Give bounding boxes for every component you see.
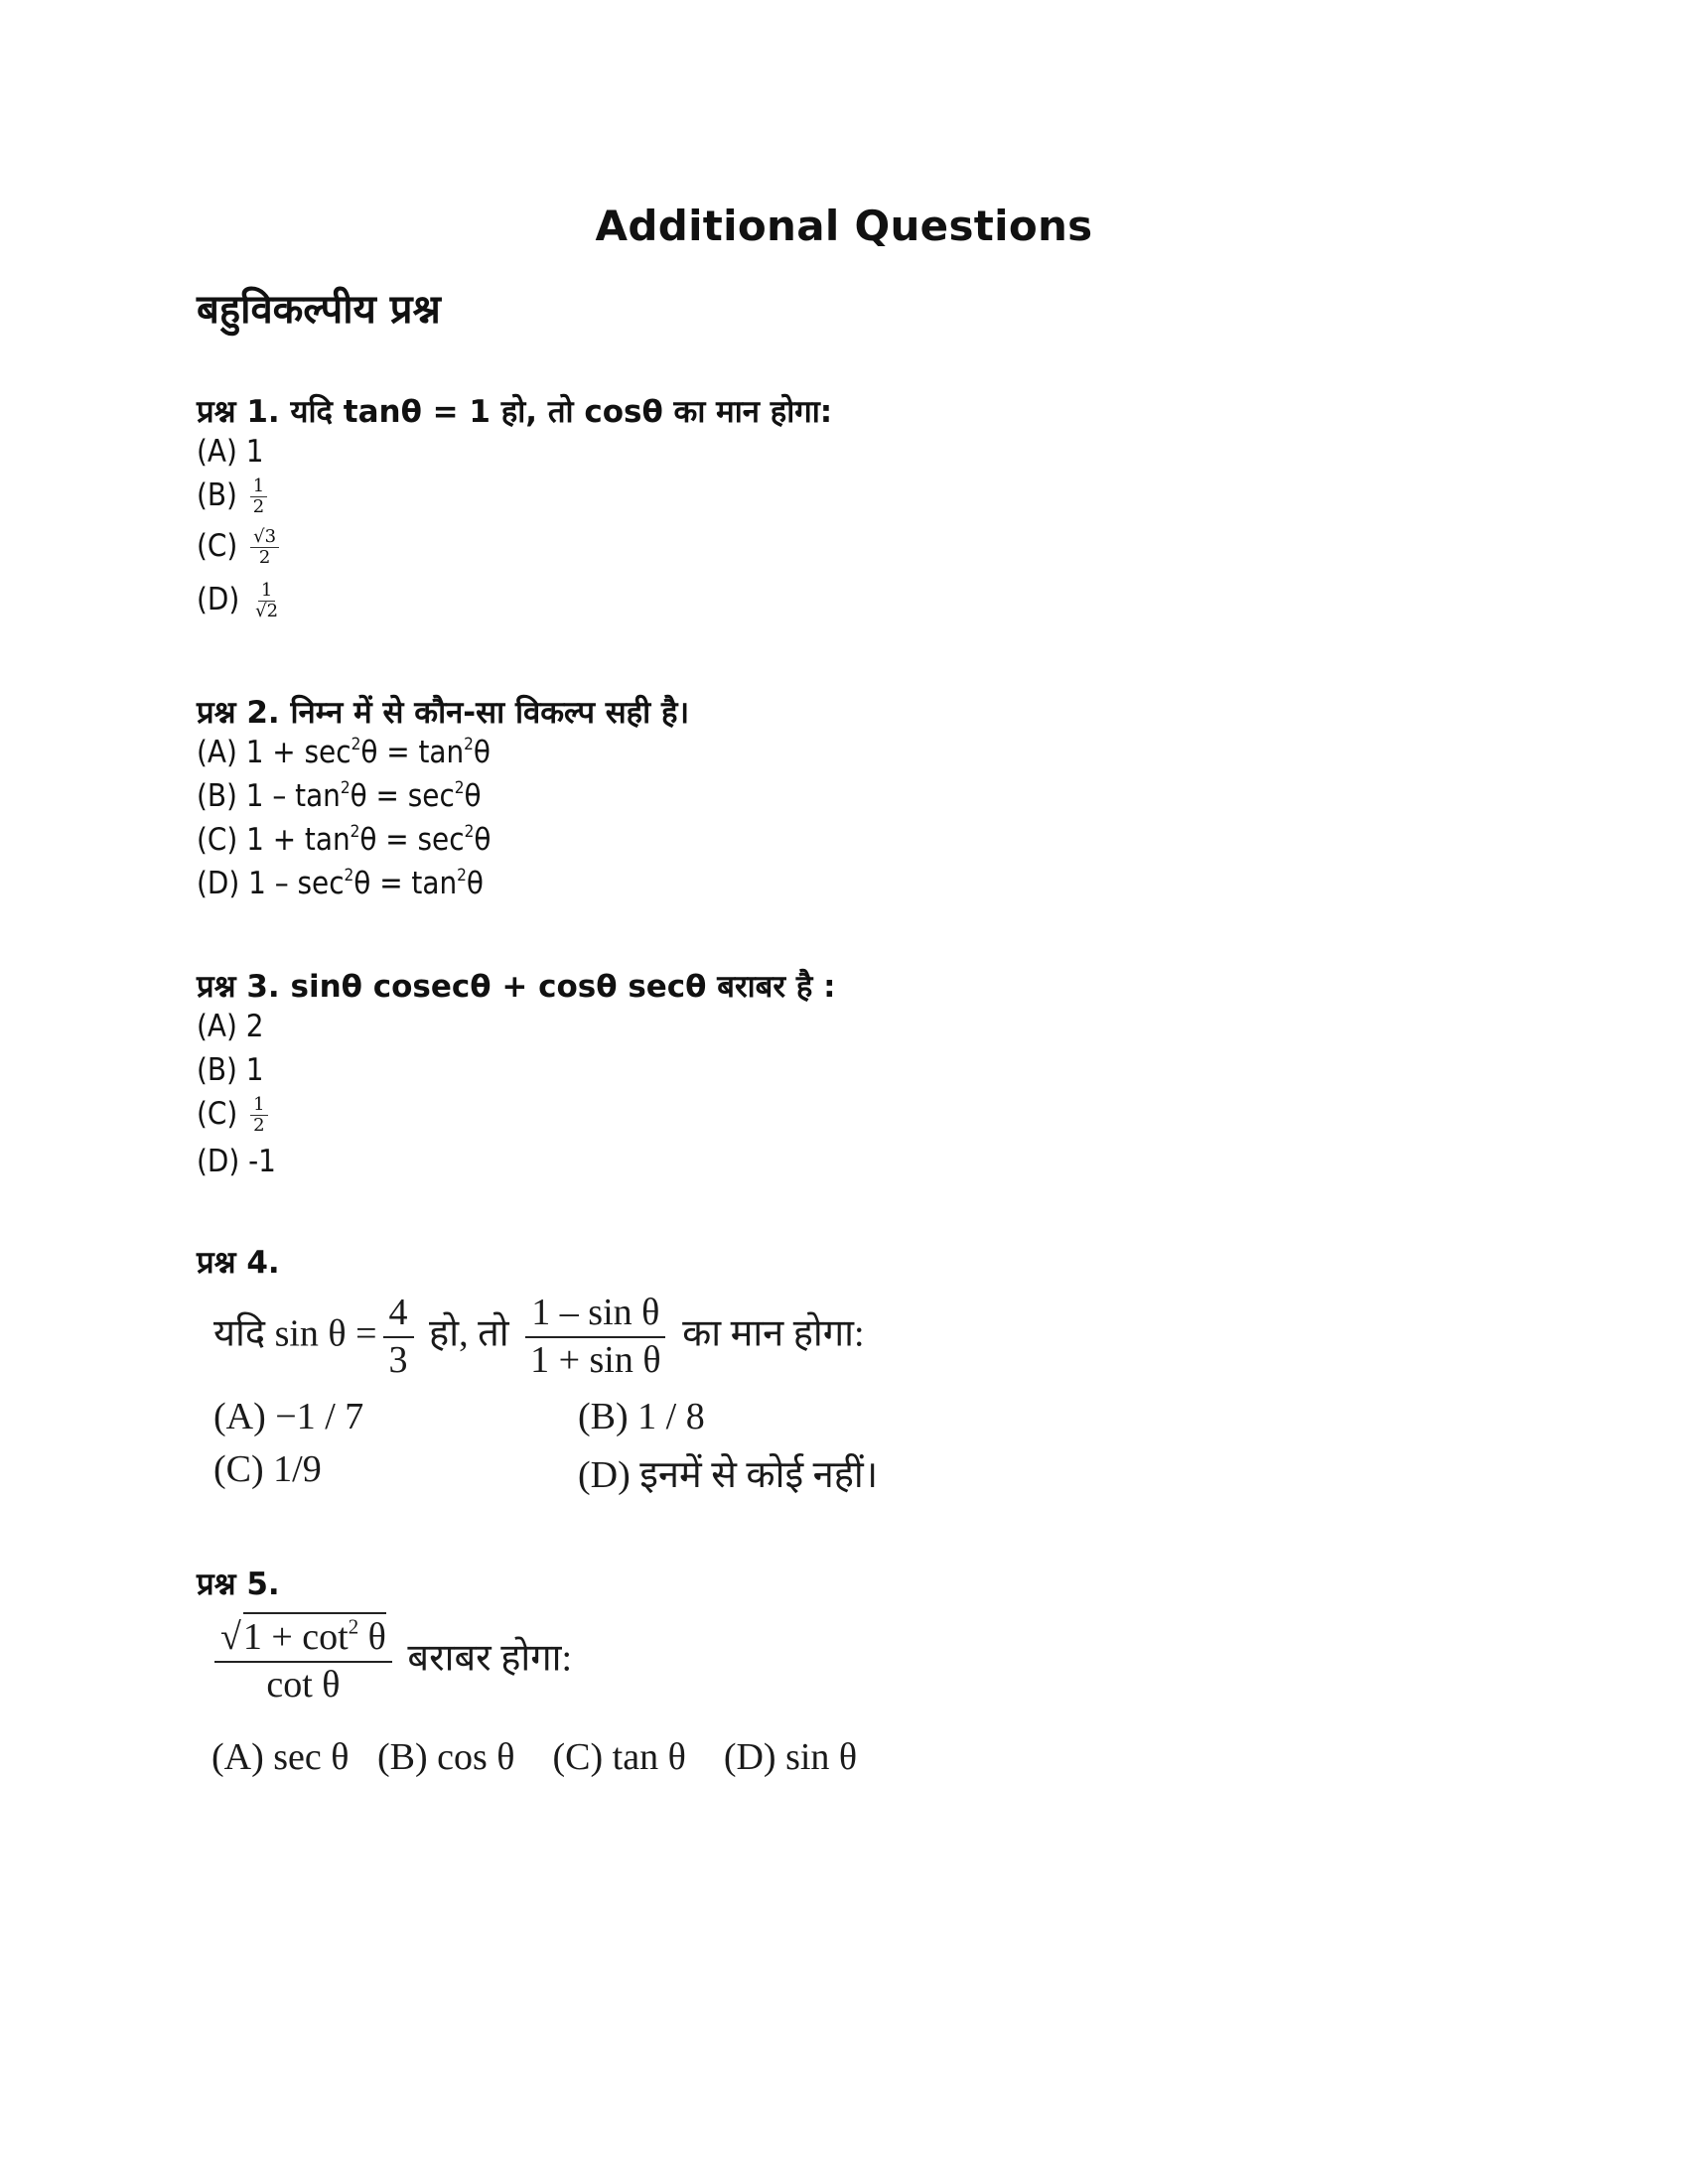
option-key: (B) [377, 1736, 428, 1778]
option-rhs: θ [466, 866, 484, 901]
option-value: sin θ [785, 1736, 858, 1778]
option-value: 1 / 8 [637, 1396, 705, 1437]
option-key: (B) [197, 478, 237, 513]
page-title: Additional Questions [595, 202, 1093, 250]
question-3-option-d [197, 1144, 276, 1179]
exponent: 2 [464, 822, 475, 843]
option-value: इनमें से कोई नहीं। [639, 1454, 879, 1496]
question-2-heading [197, 691, 689, 733]
exponent: 2 [350, 822, 360, 843]
question-1-heading [197, 390, 832, 432]
question-4-option-a [213, 1395, 363, 1438]
option-mid: θ = tan [353, 866, 458, 901]
given-fraction [383, 1294, 414, 1381]
numerator: 1 [250, 478, 267, 497]
question-5-option-a [211, 1736, 350, 1778]
fraction [252, 582, 281, 620]
numerator: $√1 + \cot^2 \theta$ [214, 1618, 392, 1663]
option-value: tan θ [612, 1736, 686, 1778]
stem-text: हो, तो [429, 1312, 509, 1355]
option-key: (D) [723, 1736, 776, 1778]
question-1-option-b [197, 478, 267, 516]
option-value: sec θ [273, 1736, 350, 1778]
stem-text: बराबर होगा: [407, 1637, 573, 1680]
option-key: (C) [197, 528, 238, 564]
option-value: cos θ [437, 1736, 515, 1778]
numerator: √3 [250, 528, 279, 548]
option-key: (C) [552, 1736, 604, 1778]
question-5-option-b [377, 1736, 515, 1778]
exponent: 2 [340, 778, 351, 799]
option-key: (A) [211, 1736, 264, 1778]
option-value: 1 [245, 434, 264, 470]
section-heading: बहुविकल्पीय प्रश्न [197, 287, 441, 333]
option-key: (D) [197, 582, 240, 617]
question-3-option-a [197, 1009, 263, 1044]
denominator: 3 [388, 1338, 408, 1381]
radicand-text: θ [358, 1616, 386, 1658]
exponent: 2 [464, 735, 474, 755]
option-value: −1 / 7 [275, 1396, 364, 1437]
option-value: -1 [248, 1144, 276, 1179]
question-text: यदि tanθ = 1 हो, तो cosθ का मान होगा: [290, 394, 833, 430]
question-4-option-c [213, 1447, 322, 1491]
option-key: (A) [197, 434, 237, 470]
option-key: (C) [197, 822, 238, 858]
option-key: (B) [197, 1052, 237, 1088]
numerator: 1 [258, 582, 275, 602]
question-label: प्रश्न 1. [197, 394, 280, 430]
question-5-heading: प्रश्न 5. [197, 1567, 280, 1602]
question-4-stem [213, 1294, 865, 1381]
option-key: (A) [213, 1396, 266, 1437]
fraction [250, 478, 267, 516]
question-4-heading: प्रश्न 4. [197, 1245, 280, 1281]
option-mid: θ = sec [359, 822, 465, 858]
option-lhs: 1 – sec [248, 866, 345, 901]
question-3-option-c [197, 1096, 268, 1135]
expression-fraction [524, 1294, 666, 1381]
option-key: (A) [197, 735, 237, 770]
numerator: 1 [250, 1096, 267, 1116]
question-3-option-b [197, 1052, 264, 1088]
exponent: 2 [351, 735, 361, 755]
question-5-stem [209, 1614, 573, 1706]
option-rhs: θ [464, 778, 482, 814]
stem-given: sin θ = [274, 1312, 377, 1355]
option-key: (B) [197, 778, 237, 814]
question-2-option-c [197, 822, 491, 858]
option-lhs: 1 – tan [245, 778, 341, 814]
exponent: 2 [457, 866, 467, 887]
question-1-option-c [197, 528, 279, 567]
fraction [250, 528, 279, 567]
question-1-option-a [197, 434, 263, 470]
option-key: (D) [578, 1454, 631, 1496]
option-key: (C) [213, 1448, 264, 1490]
option-mid: θ = sec [350, 778, 455, 814]
option-lhs: 1 + tan [246, 822, 351, 858]
question-1-option-d [197, 582, 281, 620]
option-key: (A) [197, 1009, 237, 1044]
option-key: (C) [197, 1096, 238, 1132]
denominator: 1 + sin θ [530, 1338, 661, 1381]
exponent: 2 [454, 778, 465, 799]
question-2-option-a [197, 735, 491, 770]
question-text: निम्न में से कौन-सा विकल्प सही है। [290, 695, 690, 731]
exponent: 2 [344, 866, 354, 887]
question-5-option-d [724, 1736, 857, 1778]
stem-text: का मान होगा: [682, 1312, 865, 1355]
denominator: 2 [258, 547, 271, 568]
question-2-option-b [197, 778, 482, 814]
question-3-heading [197, 965, 836, 1007]
option-value: 2 [245, 1009, 264, 1044]
option-rhs: θ [473, 735, 491, 770]
option-value: 1/9 [273, 1448, 322, 1490]
sqrt-radicand [243, 1612, 386, 1658]
denominator: 2 [253, 1115, 265, 1136]
option-lhs: 1 + sec [245, 735, 352, 770]
question-5-options [211, 1735, 857, 1779]
fraction [250, 1096, 267, 1135]
option-mid: θ = tan [360, 735, 465, 770]
radicand-text: 1 + cot [242, 1616, 349, 1658]
question-label: प्रश्न 2. [197, 695, 280, 731]
option-rhs: θ [474, 822, 492, 858]
option-key: (D) [197, 1144, 240, 1179]
exponent: 2 [348, 1614, 359, 1639]
question-label: प्रश्न 3. [197, 969, 280, 1005]
question-5-option-c [553, 1736, 686, 1778]
expression-fraction [214, 1614, 392, 1706]
stem-text: यदि [213, 1312, 266, 1355]
question-text: sinθ cosecθ + cosθ secθ बराबर है : [290, 969, 836, 1005]
question-2-option-d [197, 866, 484, 901]
denominator: 2 [252, 496, 265, 517]
denominator: cot θ [266, 1663, 341, 1706]
question-4-option-d [578, 1447, 878, 1499]
numerator: 4 [383, 1294, 414, 1338]
question-4-option-b [578, 1395, 705, 1438]
option-key: (D) [197, 866, 240, 901]
denominator: √2 [255, 601, 279, 621]
numerator: 1 – sin θ [525, 1294, 665, 1338]
option-value: 1 [245, 1052, 264, 1088]
option-key: (B) [578, 1396, 629, 1437]
